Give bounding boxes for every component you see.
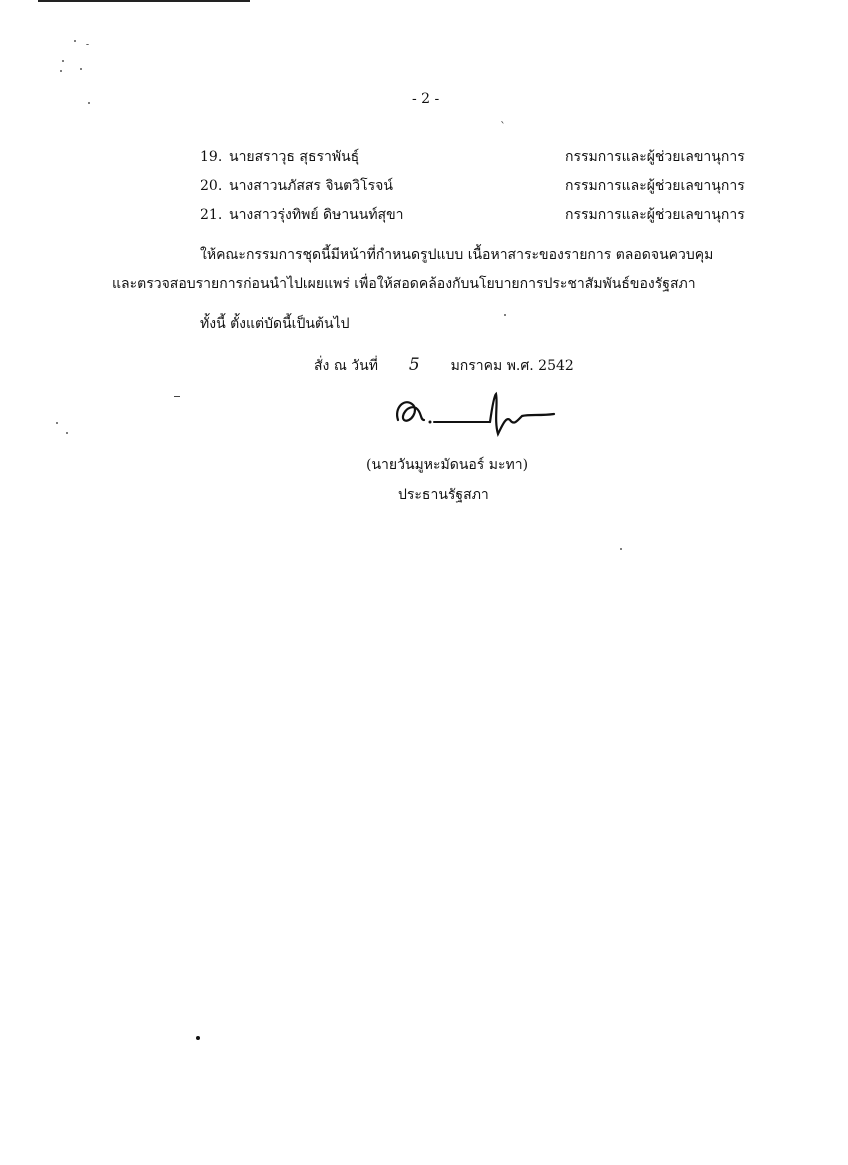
scan-speck	[88, 102, 90, 104]
order-date	[314, 356, 574, 375]
member-role: กรรมการและผู้ช่วยเลขานุการ	[565, 149, 745, 165]
scan-mark: `	[500, 120, 506, 134]
paragraph-line: ให้คณะกรรมการชุดนี้มีหน้าที่กำหนดรูปแบบ เนื้อหาสาระของรายการ ตลอดจนควบคุม	[200, 247, 714, 263]
member-role: กรรมการและผู้ช่วยเลขานุการ	[565, 178, 745, 194]
paragraph-line: ทั้งนี้ ตั้งแต่บัดนี้เป็นต้นไป	[200, 316, 350, 332]
scan-speck	[56, 422, 58, 424]
signatory-title: ประธานรัฐสภา	[398, 487, 489, 503]
scan-dash	[174, 396, 180, 397]
order-month-year: มกราคม พ.ศ. 2542	[450, 358, 574, 374]
order-date-prefix: สั่ง ณ วันที่	[314, 358, 378, 374]
scan-speck	[620, 548, 622, 550]
member-name: นายสราวุธ สุธราพันธุ์	[229, 149, 360, 165]
member-number: 19.	[200, 149, 223, 165]
paragraph-line: และตรวจสอบรายการก่อนนำไปเผยแพร่ เพื่อให้สอดคล้องกับนโยบายการประชาสัมพันธ์ของรัฐสภา	[112, 276, 696, 292]
scan-speck	[60, 70, 62, 72]
scan-speck	[80, 68, 82, 70]
signature	[390, 390, 560, 442]
signatory-name: (นายวันมูหะมัดนอร์ มะทา)	[366, 457, 529, 473]
member-number: 20.	[200, 178, 223, 194]
member-name: นางสาวนภัสสร จินตวิโรจน์	[229, 178, 393, 194]
member-name: นางสาวรุ่งทิพย์ ดิษานนท์สุขา	[229, 207, 404, 223]
member-number: 21.	[200, 207, 223, 223]
scan-speck	[62, 60, 64, 62]
scan-speck	[66, 432, 68, 434]
order-day: 5	[408, 355, 420, 375]
top-border-line	[38, 0, 250, 2]
scan-dot	[196, 1036, 200, 1040]
scan-speck	[86, 44, 89, 45]
member-role: กรรมการและผู้ช่วยเลขานุการ	[565, 207, 745, 223]
signature-drawing	[390, 390, 560, 442]
page-number: - 2 -	[412, 91, 440, 107]
scan-speck	[74, 40, 76, 42]
scan-speck	[504, 314, 506, 316]
